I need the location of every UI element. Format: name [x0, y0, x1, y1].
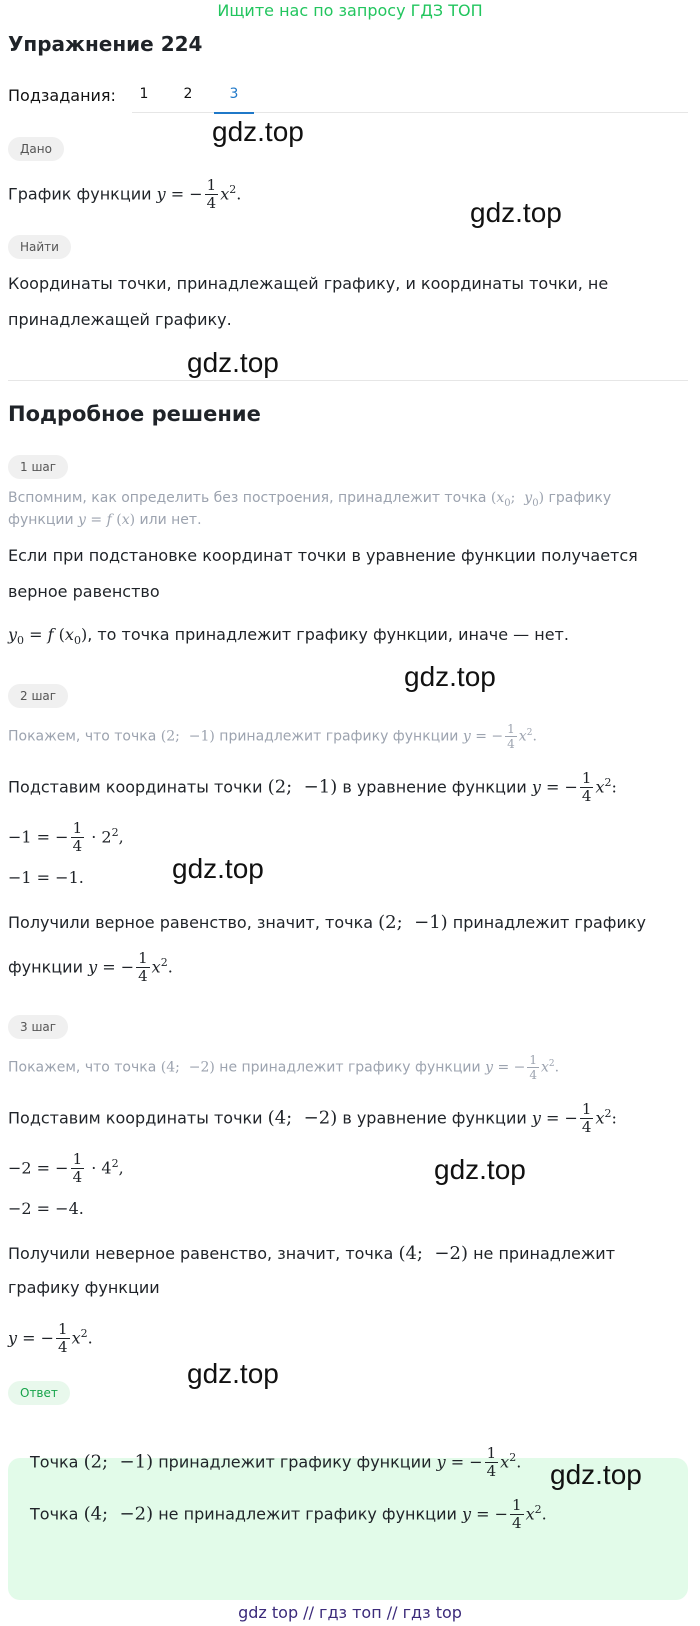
answer-line-2: Точка (4; −2) не принадлежит графику функции y = − $\frac{1}{4}$ $x^2$.: [30, 1496, 547, 1533]
step3-badge: 3 шаг: [8, 1015, 68, 1039]
tab-3[interactable]: 3: [214, 86, 254, 102]
step3-hint: Покажем, что точка (4; −2) не принадлежит графику функции y = − $\frac{1}{4}$ $x^2$.: [8, 1053, 560, 1083]
watermark: gdz.top: [212, 116, 304, 147]
step2-conclusion-1: Получили верное равенство, значит, точка (2; −1) принадлежит графику: [8, 912, 646, 933]
watermark: gdz.top: [187, 1358, 279, 1389]
given-label: График функции: [8, 184, 152, 204]
given-text: График функции y = − $\frac{1}{4}$ $x^2$.: [8, 176, 242, 213]
watermark: gdz.top: [434, 1154, 526, 1185]
step1-text-2: верное равенство: [8, 582, 160, 601]
step2-badge: 2 шаг: [8, 684, 68, 708]
step1-badge: 1 шаг: [8, 455, 68, 479]
step3-equation-2: −2 = −4.: [8, 1199, 84, 1218]
tab-1[interactable]: 1: [139, 86, 149, 102]
solution-title: Подробное решение: [8, 402, 261, 426]
step1-hint-line2: функции y = f (x) или нет.: [8, 512, 202, 528]
watermark: gdz.top: [470, 197, 562, 228]
watermark: gdz.top: [404, 661, 496, 692]
subtasks-bar: [8, 82, 688, 114]
step3-substitute: Подставим координаты точки (4; −2) в уравнение функции y = − $\frac{1}{4}$ $x^2$:: [8, 1100, 617, 1137]
step1-text-3: $y_0 = f$ $(x_0)$, то точка принадлежит графику функции, иначе — нет.: [8, 625, 569, 648]
given-badge: Дано: [8, 137, 64, 161]
watermark: gdz.top: [550, 1459, 642, 1490]
step1-text-1: Если при подстановке координат точки в уравнение функции получается: [8, 546, 638, 565]
step3-conclusion-1: Получили неверное равенство, значит, точка (4; −2) не принадлежит: [8, 1243, 616, 1264]
step3-equation-1: −2 = − $\frac{1}{4}$ · $4^2$,: [8, 1150, 124, 1187]
find-badge: Найти: [8, 235, 71, 259]
subtasks-label: Подзадания:: [8, 86, 116, 105]
divider: [8, 380, 688, 381]
footer-links[interactable]: gdz top // гдз топ // гдз top: [238, 1603, 462, 1622]
watermark: gdz.top: [172, 853, 264, 884]
step3-conclusion-3: y = − $\frac{1}{4}$ $x^2$.: [8, 1320, 93, 1357]
step2-equation-2: −1 = −1.: [8, 868, 84, 887]
answer-line-1: Точка (2; −1) принадлежит графику функции y = − $\frac{1}{4}$ $x^2$.: [30, 1444, 522, 1481]
step2-substitute: Подставим координаты точки (2; −1) в уравнение функции y = − $\frac{1}{4}$ $x^2$:: [8, 769, 617, 806]
answer-badge: Ответ: [8, 1381, 70, 1405]
step1-hint-line1: Вспомним, как определить без построения, принадлежит точка ($x_0$; $y_0$) графику: [8, 490, 612, 509]
step2-equation-1: −1 = − $\frac{1}{4}$ · $2^2$,: [8, 819, 124, 856]
find-text-2: принадлежащей графику.: [8, 310, 232, 329]
find-text-1: Координаты точки, принадлежащей графику, и координаты точки, не: [8, 274, 609, 293]
step3-conclusion-2: графику функции: [8, 1278, 160, 1297]
watermark: gdz.top: [187, 347, 279, 378]
top-banner[interactable]: Ищите нас по запросу ГДЗ ТОП: [217, 1, 483, 20]
tab-2[interactable]: 2: [183, 86, 193, 102]
page-title: Упражнение 224: [8, 32, 203, 56]
step2-conclusion-2: функции y = − $\frac{1}{4}$ $x^2$.: [8, 949, 173, 986]
step2-hint: Покажем, что точка (2; −1) принадлежит графику функции y = − $\frac{1}{4}$ $x^2$.: [8, 722, 537, 752]
